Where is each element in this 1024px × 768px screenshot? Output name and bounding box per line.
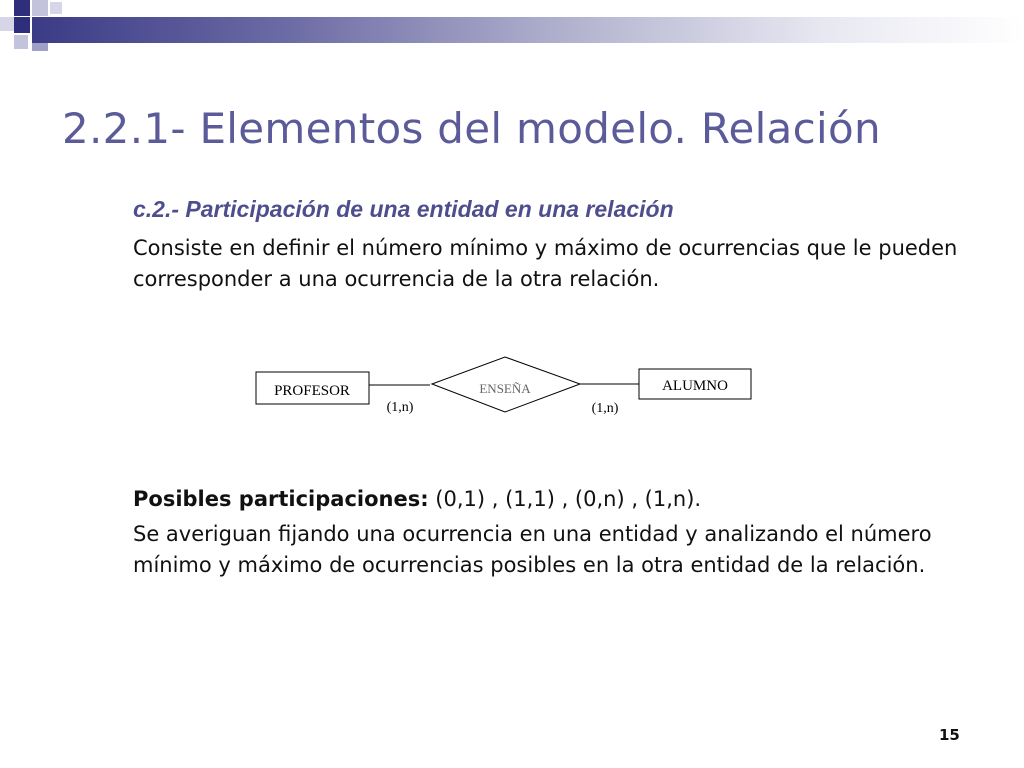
- decor-square-light: [50, 2, 62, 14]
- explanation-paragraph: Se averiguan fijando una ocurrencia en una entidad y analizando el número mínimo y máximo de ocurrencias posibles en la otra entidad de la relación.: [133, 522, 932, 577]
- participations-label: Posibles participaciones:: [133, 487, 429, 511]
- participations-line: [133, 484, 993, 515]
- cardinality-left: (1,n): [386, 400, 414, 415]
- page-number: 15: [939, 726, 960, 744]
- decor-square-light: [32, 0, 48, 16]
- er-diagram: [250, 350, 760, 425]
- entity-alumno-label: ALUMNO: [662, 378, 728, 394]
- slide-title: 2.2.1- Elementos del modelo. Relación: [62, 104, 881, 153]
- decor-square-light: [14, 35, 28, 49]
- decor-square-dark: [14, 0, 30, 16]
- relationship-ensena-label: ENSEÑA: [479, 381, 531, 396]
- entity-alumno: [639, 369, 751, 399]
- decor-square-light: [0, 17, 14, 31]
- relationship-ensena: [432, 357, 580, 412]
- section-subheading: c.2.- Participación de una entidad en una relación: [133, 196, 674, 222]
- entity-profesor-label: PROFESOR: [274, 383, 350, 399]
- cardinality-right: (1,n): [591, 401, 619, 416]
- header-gradient-bar: [32, 17, 1024, 43]
- decor-square-dark: [14, 17, 30, 33]
- definition-paragraph: Consiste en definir el número mínimo y máximo de ocurrencias que le pueden corresponder a una ocurrencia de la otra relación.: [133, 236, 958, 291]
- entity-profesor: [256, 372, 369, 404]
- participations-values: (0,1) , (1,1) , (0,n) , (1,n).: [428, 487, 702, 511]
